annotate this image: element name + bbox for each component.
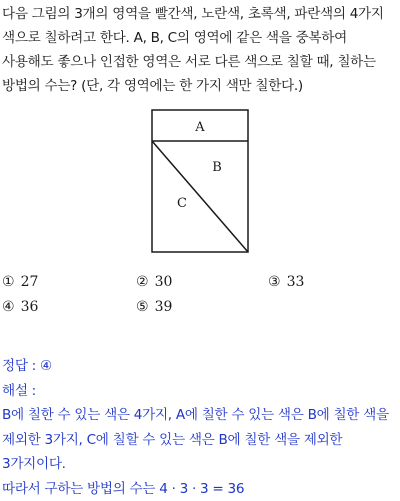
- choice-number: ③: [268, 274, 281, 290]
- choice-5[interactable]: [136, 299, 172, 315]
- explanation-conclusion: 따라서 구하는 방법의 수는 4 · 3 · 3 = 36: [2, 477, 400, 501]
- explanation-text: B에 칠한 수 있는 색은 4가지, A에 칠한 수 있는 색은 B에 칠한 색을 제외한 3가지, C에 칠할 수 있는 색은 B에 칠한 색을 제외한 3가지이다.: [2, 403, 400, 477]
- choice-row-2: [2, 299, 400, 324]
- choice-2[interactable]: [136, 274, 172, 290]
- answer-line: 정답 : ④: [2, 354, 400, 379]
- choice-value: 39: [155, 299, 173, 315]
- answer-section: [2, 354, 400, 501]
- region-c-label: C: [177, 196, 187, 211]
- choice-value: 30: [155, 274, 173, 290]
- question-text: 다음 그림의 3개의 영역을 빨간색, 노란색, 초록색, 파란색의 4가지 색으로 칠하려고 한다. A, B, C의 영역에 같은 색을 중복하여 사용해도 좋으나 인접한 영역은 서로 다른 색으로 칠할 때, 칠하는 방법의 수는? (단, 각 영역에는 한 가지 색만 칠한다.): [2, 2, 400, 98]
- choice-3[interactable]: [268, 274, 304, 290]
- choice-1[interactable]: [2, 274, 38, 290]
- region-a-label: A: [194, 120, 205, 135]
- region-diagram: [151, 109, 249, 253]
- choice-number: ①: [2, 274, 15, 290]
- choice-value: 33: [287, 274, 305, 290]
- choice-4[interactable]: [2, 299, 38, 315]
- region-figure: [151, 109, 249, 253]
- choice-number: ⑤: [136, 299, 149, 315]
- region-b-label: B: [212, 160, 222, 175]
- choice-value: 36: [21, 299, 39, 315]
- explanation-label: 해설 :: [2, 379, 400, 404]
- choice-number: ②: [136, 274, 149, 290]
- answer-choices: [2, 274, 400, 324]
- choice-row-1: [2, 274, 400, 299]
- figure-diagonal: [152, 141, 248, 252]
- choice-number: ④: [2, 299, 15, 315]
- choice-value: 27: [21, 274, 39, 290]
